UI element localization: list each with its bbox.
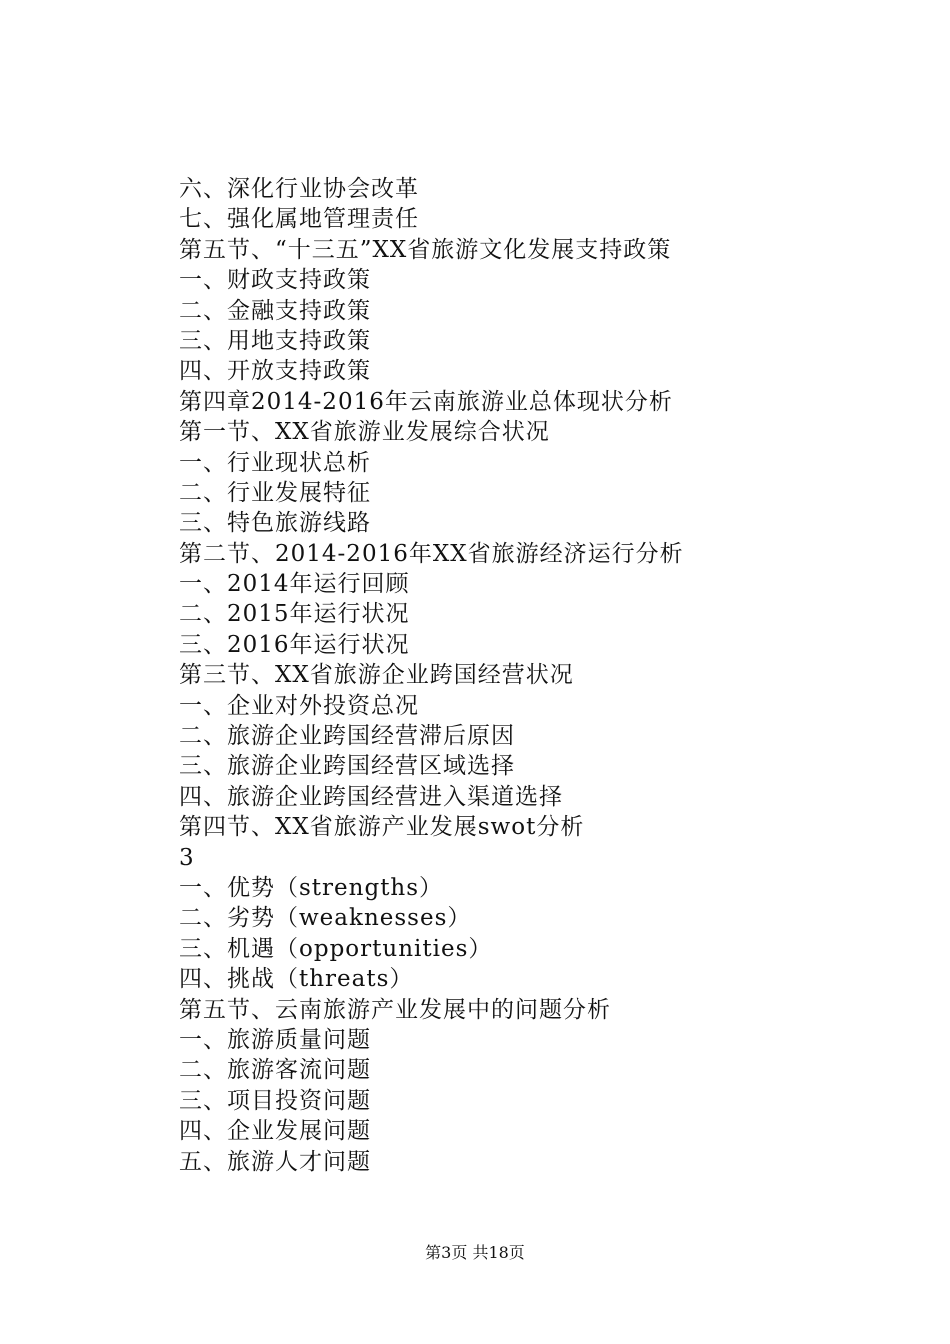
text-line: 三、机遇（opportunities）: [179, 935, 493, 962]
text-line: 二、金融支持政策: [179, 297, 371, 324]
text-line: 一、优势（strengths）: [179, 874, 444, 901]
text-line: 四、开放支持政策: [179, 358, 371, 385]
text-line: 3: [179, 844, 195, 871]
text-line: 二、劣势（weaknesses）: [179, 905, 472, 932]
document-body: [179, 174, 879, 1177]
section-heading: 第五节、云南旅游产业发展中的问题分析: [179, 996, 611, 1023]
text-line: 一、行业现状总析: [179, 449, 371, 476]
chapter-heading: 第四章2014-2016年云南旅游业总体现状分析: [179, 388, 673, 415]
text-line: 一、企业对外投资总况: [179, 692, 419, 719]
text-line: 三、旅游企业跨国经营区域选择: [179, 753, 515, 780]
text-line: 二、行业发展特征: [179, 479, 371, 506]
text-line: 二、2015年运行状况: [179, 601, 410, 628]
text-line: 六、深化行业协会改革: [179, 176, 419, 202]
text-line: 二、旅游企业跨国经营滞后原因: [179, 723, 515, 750]
text-line: 二、旅游客流问题: [179, 1057, 371, 1084]
text-line: 三、用地支持政策: [179, 327, 371, 354]
page-number-footer: 第3页 共18页: [425, 1243, 525, 1262]
text-line: 三、2016年运行状况: [179, 631, 410, 658]
section-heading: 第二节、2014-2016年XX省旅游经济运行分析: [179, 540, 684, 567]
section-heading: 第五节、“十三五”XX省旅游文化发展支持政策: [179, 236, 672, 263]
section-heading: 第四节、XX省旅游产业发展swot分析: [179, 814, 585, 841]
text-line: 五、旅游人才问题: [179, 1148, 371, 1175]
section-heading: 第一节、XX省旅游业发展综合状况: [179, 419, 550, 446]
text-line: 一、旅游质量问题: [179, 1026, 371, 1053]
text-line: 三、项目投资问题: [179, 1087, 371, 1114]
section-heading: 第三节、XX省旅游企业跨国经营状况: [179, 662, 574, 689]
text-line: 四、挑战（threats）: [179, 966, 414, 993]
text-line: 四、旅游企业跨国经营进入渠道选择: [179, 783, 563, 810]
text-line: 一、财政支持政策: [179, 267, 371, 294]
text-line: 四、企业发展问题: [179, 1118, 371, 1145]
text-line: 三、特色旅游线路: [179, 510, 371, 537]
text-line: 七、强化属地管理责任: [179, 206, 419, 233]
text-line: 一、2014年运行回顾: [179, 571, 410, 598]
